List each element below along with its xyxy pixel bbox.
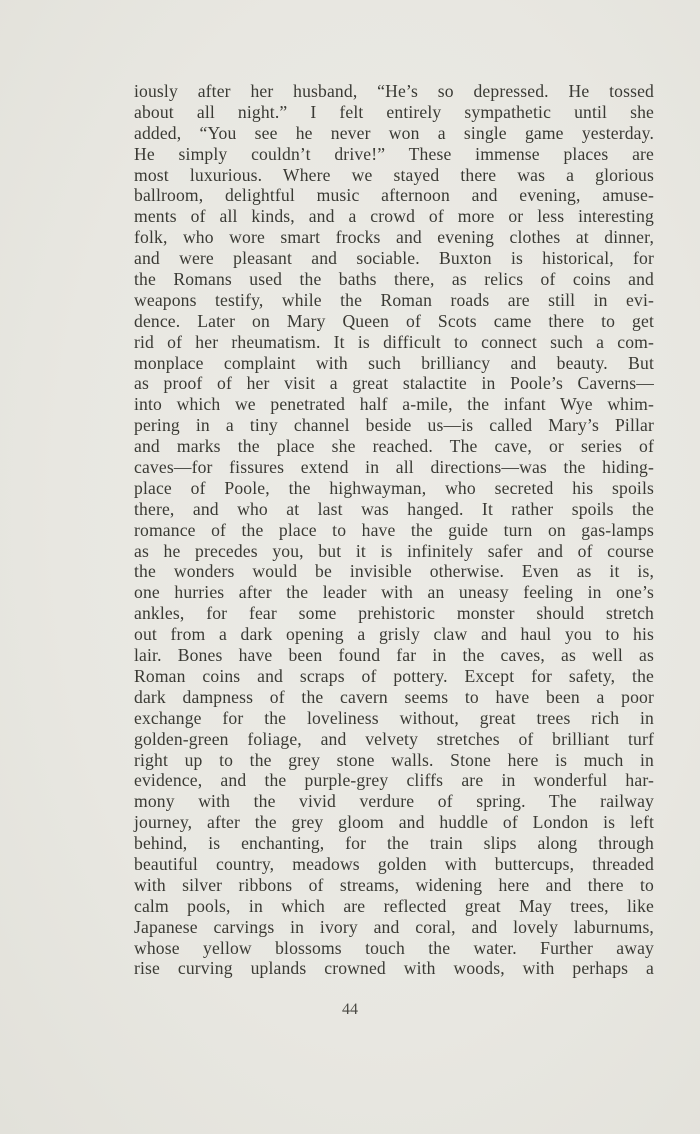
text-line: journey, after the grey gloom and huddle of London is left	[134, 812, 654, 833]
text-line: calm pools, in which are reflected great May trees, like	[134, 895, 654, 916]
text-line: rise curving uplands crowned with woods, with perhaps a	[134, 958, 654, 979]
text-line: romance of the place to have the guide turn on gas-lamps	[134, 519, 654, 540]
text-line: folk, who wore smart frocks and evening clothes at dinner,	[134, 227, 654, 248]
text-line: and were pleasant and sociable. Buxton is historical, for	[134, 248, 654, 269]
text-line: lair. Bones have been found far in the caves, as well as	[134, 645, 654, 666]
text-line: dark dampness of the cavern seems to have been a poor	[134, 686, 654, 707]
text-line: behind, is enchanting, for the train slips along through	[134, 833, 654, 854]
text-line: one hurries after the leader with an uneasy feeling in one’s	[134, 582, 654, 603]
text-line: mony with the vivid verdure of spring. The railway	[134, 791, 654, 812]
text-line: and marks the place she reached. The cave, or series of	[134, 436, 654, 457]
text-line: ankles, for fear some prehistoric monster should stretch	[134, 603, 654, 624]
text-line: beautiful country, meadows golden with buttercups, threaded	[134, 853, 654, 874]
text-line: whose yellow blossoms touch the water. Further away	[134, 937, 654, 958]
text-line: with silver ribbons of streams, widening here and there to	[134, 874, 654, 895]
text-line: weapons testify, while the Roman roads are still in evi-	[134, 289, 654, 310]
text-line: as proof of her visit a great stalactite in Poole’s Caverns—	[134, 373, 654, 394]
text-line: exchange for the loveliness without, great trees rich in	[134, 707, 654, 728]
text-line: Roman coins and scraps of pottery. Except for safety, the	[134, 665, 654, 686]
text-line: ments of all kinds, and a crowd of more or less interesting	[134, 206, 654, 227]
text-line: golden-green foliage, and velvety stretches of brilliant turf	[134, 728, 654, 749]
text-line: most luxurious. Where we stayed there was a glorious	[134, 164, 654, 185]
text-line: evidence, and the purple-grey cliffs are in wonderful har-	[134, 770, 654, 791]
text-line: caves—for fissures extend in all directions—was the hiding-	[134, 457, 654, 478]
text-line: about all night.” I felt entirely sympathetic until she	[134, 101, 654, 122]
text-line: there, and who at last was hanged. It rather spoils the	[134, 498, 654, 519]
text-line: Japanese carvings in ivory and coral, and lovely laburnums,	[134, 916, 654, 937]
text-line: ballroom, delightful music afternoon and evening, amuse-	[134, 185, 654, 206]
text-line: pering in a tiny channel beside us—is called Mary’s Pillar	[134, 415, 654, 436]
text-line: as he precedes you, but it is infinitely safer and of course	[134, 540, 654, 561]
text-line: place of Poole, the highwayman, who secreted his spoils	[134, 477, 654, 498]
text-line: added, “You see he never won a single game yesterday.	[134, 122, 654, 143]
text-line: the Romans used the baths there, as relics of coins and	[134, 269, 654, 290]
text-line: rid of her rheumatism. It is difficult to connect such a com-	[134, 331, 654, 352]
text-line: the wonders would be invisible otherwise. Even as it is,	[134, 561, 654, 582]
page-number: 44	[342, 1001, 358, 1018]
text-line: into which we penetrated half a-mile, the infant Wye whim-	[134, 394, 654, 415]
text-line: out from a dark opening a grisly claw and haul you to his	[134, 624, 654, 645]
body-text	[134, 81, 654, 979]
text-line: dence. Later on Mary Queen of Scots came there to get	[134, 310, 654, 331]
text-line: monplace complaint with such brilliancy and beauty. But	[134, 352, 654, 373]
text-line: iously after her husband, “He’s so depressed. He tossed	[134, 81, 654, 101]
text-line: He simply couldn’t drive!” These immense places are	[134, 143, 654, 164]
text-line: right up to the grey stone walls. Stone here is much in	[134, 749, 654, 770]
